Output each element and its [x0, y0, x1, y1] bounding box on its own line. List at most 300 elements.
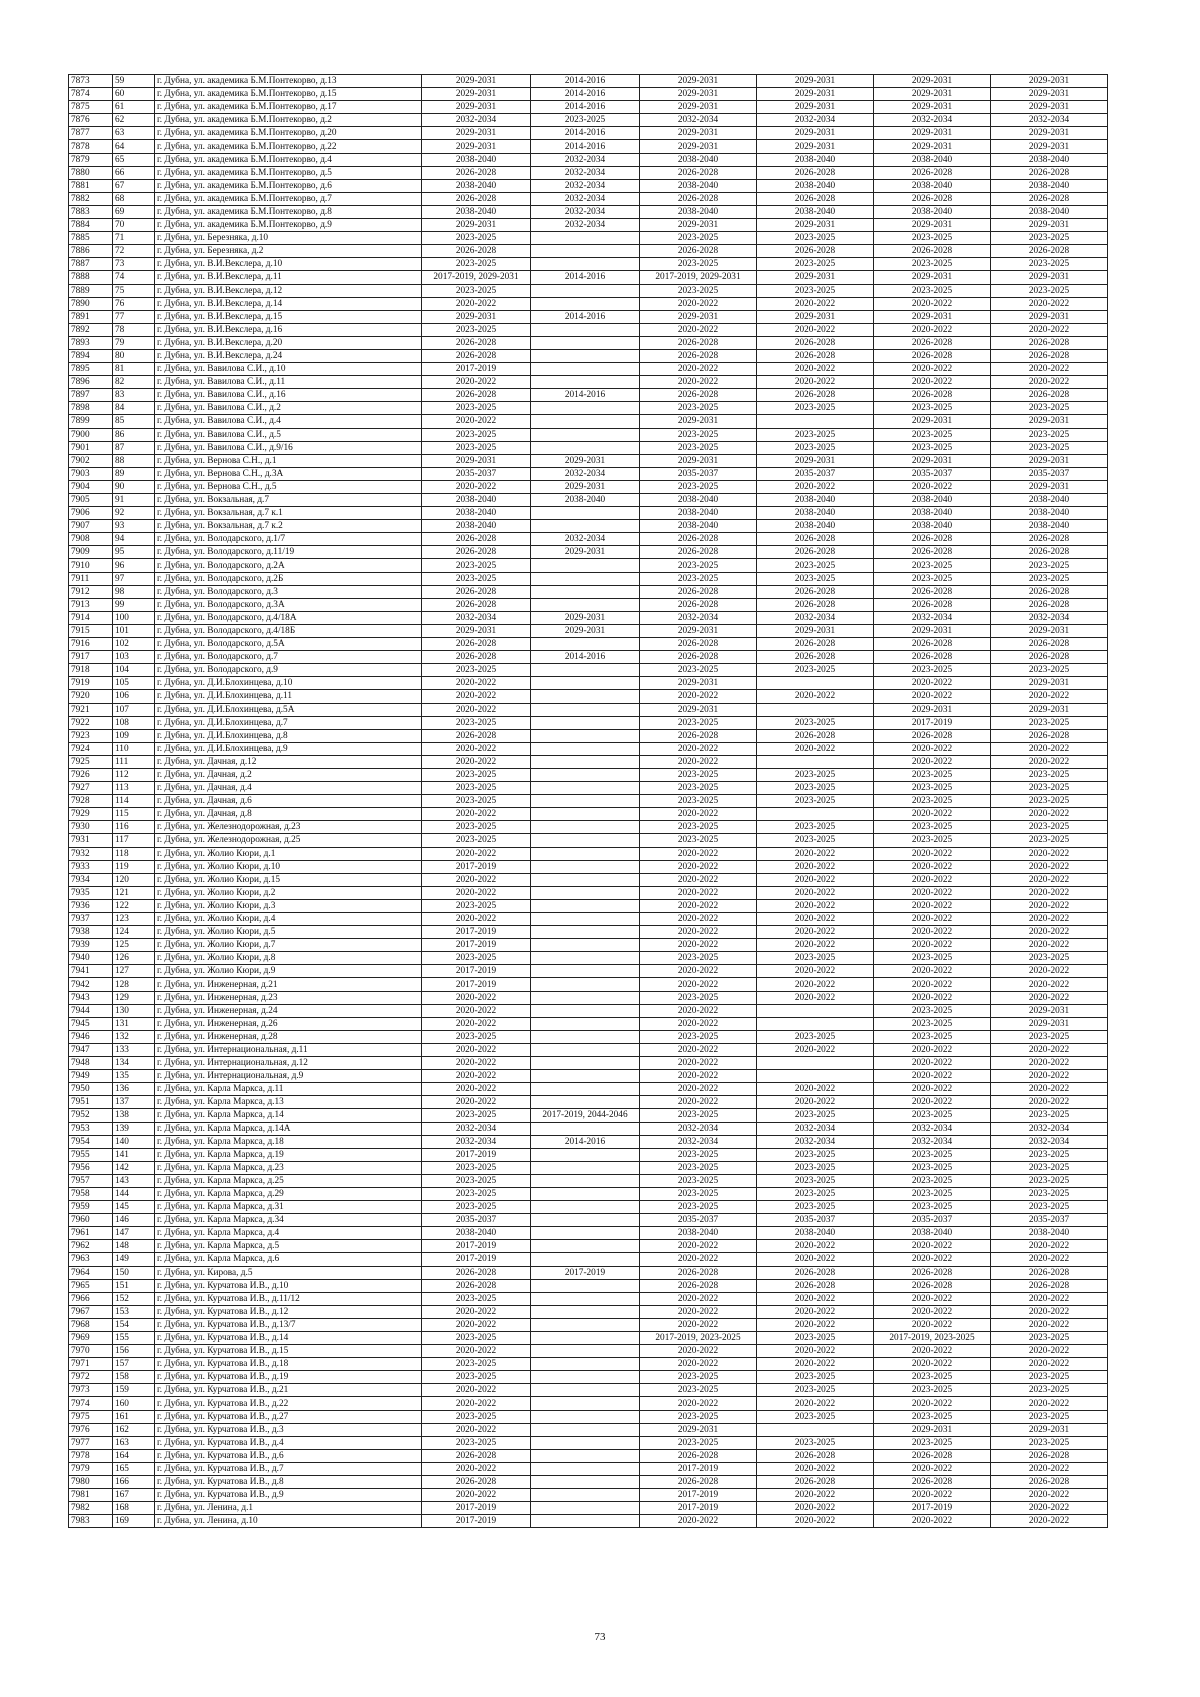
period-1-cell: 2023-2025: [422, 768, 531, 781]
period-1-cell: 2032-2034: [422, 611, 531, 624]
period-5-cell: 2026-2028: [874, 1449, 991, 1462]
table-row: [69, 1515, 1108, 1528]
index-cell: 155: [113, 1332, 155, 1345]
table-row: [69, 323, 1108, 336]
address-cell: г. Дубна, ул. академика Б.М.Понтекорво, д.13: [155, 75, 422, 88]
address-cell: г. Дубна, ул. Володарского, д.5А: [155, 638, 422, 651]
period-4-cell: 2035-2037: [757, 1214, 874, 1227]
period-1-cell: 2023-2025: [422, 428, 531, 441]
period-5-cell: 2020-2022: [874, 939, 991, 952]
address-cell: г. Дубна, ул. В.И.Векслера, д.20: [155, 336, 422, 349]
address-cell: г. Дубна, ул. Железнодорожная, д.25: [155, 834, 422, 847]
period-2-cell: 2014-2016: [531, 389, 640, 402]
period-6-cell: 2029-2031: [991, 219, 1108, 232]
period-1-cell: 2023-2025: [422, 441, 531, 454]
registry-no-cell: 7937: [69, 913, 113, 926]
period-4-cell: 2023-2025: [757, 952, 874, 965]
period-1-cell: 2023-2025: [422, 1332, 531, 1345]
period-4-cell: 2026-2028: [757, 598, 874, 611]
period-4-cell: 2020-2022: [757, 742, 874, 755]
table-row: [69, 716, 1108, 729]
index-cell: 133: [113, 1043, 155, 1056]
table-row: [69, 114, 1108, 127]
table-row: [69, 1358, 1108, 1371]
period-4-cell: 2023-2025: [757, 1371, 874, 1384]
index-cell: 110: [113, 742, 155, 755]
period-5-cell: 2026-2028: [874, 533, 991, 546]
registry-no-cell: 7921: [69, 703, 113, 716]
registry-no-cell: 7923: [69, 729, 113, 742]
period-1-cell: 2029-2031: [422, 101, 531, 114]
registry-no-cell: 7877: [69, 127, 113, 140]
period-2-cell: [531, 363, 640, 376]
period-5-cell: 2020-2022: [874, 1397, 991, 1410]
table-row: [69, 873, 1108, 886]
period-5-cell: 2035-2037: [874, 1214, 991, 1227]
period-6-cell: 2035-2037: [991, 467, 1108, 480]
index-cell: 149: [113, 1253, 155, 1266]
registry-no-cell: 7905: [69, 494, 113, 507]
table-row: [69, 1266, 1108, 1279]
address-cell: г. Дубна, ул. академика Б.М.Понтекорво, д.5: [155, 166, 422, 179]
address-cell: г. Дубна, ул. Жолио Кюри, д.4: [155, 913, 422, 926]
address-cell: г. Дубна, ул. Вокзальная, д.7: [155, 494, 422, 507]
period-4-cell: 2038-2040: [757, 1227, 874, 1240]
period-3-cell: 2020-2022: [640, 1292, 757, 1305]
index-cell: 166: [113, 1476, 155, 1489]
address-cell: г. Дубна, ул. Курчатова И.В., д.13/7: [155, 1318, 422, 1331]
address-cell: г. Дубна, ул. Д.И.Блохинцева, д.7: [155, 716, 422, 729]
period-6-cell: 2023-2025: [991, 258, 1108, 271]
period-5-cell: 2023-2025: [874, 1148, 991, 1161]
index-cell: 145: [113, 1201, 155, 1214]
period-2-cell: [531, 847, 640, 860]
period-5-cell: 2020-2022: [874, 1515, 991, 1528]
address-cell: г. Дубна, ул. Жолио Кюри, д.10: [155, 860, 422, 873]
period-3-cell: 2020-2022: [640, 323, 757, 336]
period-2-cell: [531, 729, 640, 742]
table-row: [69, 1227, 1108, 1240]
registry-no-cell: 7954: [69, 1135, 113, 1148]
period-1-cell: 2038-2040: [422, 507, 531, 520]
index-cell: 120: [113, 873, 155, 886]
period-3-cell: 2029-2031: [640, 1423, 757, 1436]
table-row: [69, 795, 1108, 808]
period-5-cell: 2026-2028: [874, 166, 991, 179]
registry-no-cell: 7910: [69, 559, 113, 572]
table-row: [69, 768, 1108, 781]
table-row: [69, 611, 1108, 624]
period-1-cell: 2026-2028: [422, 166, 531, 179]
period-3-cell: 2035-2037: [640, 1214, 757, 1227]
period-4-cell: 2029-2031: [757, 454, 874, 467]
period-3-cell: 2023-2025: [640, 716, 757, 729]
period-6-cell: 2020-2022: [991, 1489, 1108, 1502]
period-6-cell: 2026-2028: [991, 349, 1108, 362]
period-3-cell: 2029-2031: [640, 88, 757, 101]
address-cell: г. Дубна, ул. Курчатова И.В., д.6: [155, 1449, 422, 1462]
period-1-cell: 2017-2019: [422, 860, 531, 873]
period-6-cell: 2038-2040: [991, 494, 1108, 507]
period-6-cell: 2020-2022: [991, 1083, 1108, 1096]
table-row: [69, 389, 1108, 402]
period-2-cell: [531, 297, 640, 310]
table-row: [69, 1371, 1108, 1384]
table-row: [69, 480, 1108, 493]
period-1-cell: 2038-2040: [422, 520, 531, 533]
registry-no-cell: 7874: [69, 88, 113, 101]
period-4-cell: 2020-2022: [757, 1318, 874, 1331]
index-cell: 144: [113, 1187, 155, 1200]
address-cell: г. Дубна, ул. Дачная, д.4: [155, 782, 422, 795]
period-1-cell: 2023-2025: [422, 1201, 531, 1214]
period-5-cell: 2020-2022: [874, 886, 991, 899]
period-6-cell: 2023-2025: [991, 1030, 1108, 1043]
period-1-cell: 2017-2019: [422, 1253, 531, 1266]
table-row: [69, 1148, 1108, 1161]
period-3-cell: 2020-2022: [640, 1043, 757, 1056]
period-5-cell: 2029-2031: [874, 624, 991, 637]
period-3-cell: 2020-2022: [640, 1318, 757, 1331]
table-row: [69, 952, 1108, 965]
period-5-cell: 2020-2022: [874, 677, 991, 690]
period-2-cell: 2029-2031: [531, 624, 640, 637]
table-row: [69, 1017, 1108, 1030]
registry-no-cell: 7979: [69, 1462, 113, 1475]
period-3-cell: 2032-2034: [640, 1122, 757, 1135]
registry-no-cell: 7977: [69, 1436, 113, 1449]
period-4-cell: 2023-2025: [757, 821, 874, 834]
table-row: [69, 1187, 1108, 1200]
period-5-cell: 2020-2022: [874, 376, 991, 389]
period-4-cell: 2029-2031: [757, 310, 874, 323]
period-6-cell: 2038-2040: [991, 1227, 1108, 1240]
period-3-cell: 2026-2028: [640, 245, 757, 258]
period-6-cell: 2023-2025: [991, 795, 1108, 808]
period-5-cell: 2020-2022: [874, 1096, 991, 1109]
address-cell: г. Дубна, ул. Интернациональная, д.12: [155, 1057, 422, 1070]
index-cell: 139: [113, 1122, 155, 1135]
period-4-cell: 2032-2034: [757, 611, 874, 624]
period-5-cell: 2023-2025: [874, 1030, 991, 1043]
address-cell: г. Дубна, ул. Интернациональная, д.11: [155, 1043, 422, 1056]
period-2-cell: [531, 1436, 640, 1449]
period-6-cell: 2023-2025: [991, 834, 1108, 847]
table-row: [69, 533, 1108, 546]
period-2-cell: [531, 795, 640, 808]
period-5-cell: 2023-2025: [874, 1017, 991, 1030]
period-6-cell: 2026-2028: [991, 192, 1108, 205]
period-5-cell: 2029-2031: [874, 219, 991, 232]
index-cell: 98: [113, 585, 155, 598]
period-3-cell: 2020-2022: [640, 1397, 757, 1410]
address-cell: г. Дубна, ул. Курчатова И.В., д.7: [155, 1462, 422, 1475]
period-6-cell: 2020-2022: [991, 1070, 1108, 1083]
table-row: [69, 1305, 1108, 1318]
index-cell: 66: [113, 166, 155, 179]
period-1-cell: 2017-2019: [422, 965, 531, 978]
address-cell: г. Дубна, ул. Д.И.Блохинцева, д.8: [155, 729, 422, 742]
period-4-cell: 2023-2025: [757, 284, 874, 297]
period-4-cell: 2020-2022: [757, 860, 874, 873]
period-4-cell: 2032-2034: [757, 114, 874, 127]
table-row: [69, 939, 1108, 952]
period-6-cell: 2032-2034: [991, 114, 1108, 127]
address-cell: г. Дубна, ул. Карла Маркса, д.14: [155, 1109, 422, 1122]
period-1-cell: 2026-2028: [422, 729, 531, 742]
period-2-cell: [531, 1449, 640, 1462]
period-5-cell: 2023-2025: [874, 1174, 991, 1187]
period-3-cell: 2038-2040: [640, 153, 757, 166]
address-cell: г. Дубна, ул. Карла Маркса, д.19: [155, 1148, 422, 1161]
period-1-cell: 2020-2022: [422, 1384, 531, 1397]
table-row: [69, 179, 1108, 192]
period-5-cell: 2017-2019, 2023-2025: [874, 1332, 991, 1345]
period-1-cell: 2020-2022: [422, 1017, 531, 1030]
period-4-cell: 2020-2022: [757, 847, 874, 860]
period-5-cell: 2029-2031: [874, 101, 991, 114]
period-5-cell: 2023-2025: [874, 232, 991, 245]
period-6-cell: 2023-2025: [991, 1187, 1108, 1200]
period-3-cell: 2032-2034: [640, 114, 757, 127]
table-row: [69, 1410, 1108, 1423]
table-row: [69, 297, 1108, 310]
table-row: [69, 559, 1108, 572]
period-5-cell: 2035-2037: [874, 467, 991, 480]
period-3-cell: 2026-2028: [640, 598, 757, 611]
index-cell: 71: [113, 232, 155, 245]
address-cell: г. Дубна, ул. Карла Маркса, д.11: [155, 1083, 422, 1096]
period-3-cell: 2023-2025: [640, 284, 757, 297]
address-cell: г. Дубна, ул. Курчатова И.В., д.19: [155, 1371, 422, 1384]
period-2-cell: 2032-2034: [531, 219, 640, 232]
period-5-cell: 2020-2022: [874, 1489, 991, 1502]
index-cell: 124: [113, 926, 155, 939]
period-3-cell: 2020-2022: [640, 808, 757, 821]
table-row: [69, 1214, 1108, 1227]
period-3-cell: 2026-2028: [640, 729, 757, 742]
period-1-cell: 2020-2022: [422, 297, 531, 310]
period-1-cell: 2026-2028: [422, 1449, 531, 1462]
period-6-cell: 2029-2031: [991, 1423, 1108, 1436]
table-row: [69, 1083, 1108, 1096]
period-2-cell: [531, 1423, 640, 1436]
registry-no-cell: 7966: [69, 1292, 113, 1305]
period-3-cell: 2023-2025: [640, 1384, 757, 1397]
period-5-cell: 2032-2034: [874, 1122, 991, 1135]
period-6-cell: 2038-2040: [991, 179, 1108, 192]
period-2-cell: [531, 873, 640, 886]
period-6-cell: 2020-2022: [991, 755, 1108, 768]
address-cell: г. Дубна, ул. Курчатова И.В., д.9: [155, 1489, 422, 1502]
period-4-cell: 2023-2025: [757, 1384, 874, 1397]
period-1-cell: 2020-2022: [422, 1462, 531, 1475]
period-1-cell: 2023-2025: [422, 952, 531, 965]
period-2-cell: [531, 1358, 640, 1371]
index-cell: 94: [113, 533, 155, 546]
period-6-cell: 2023-2025: [991, 1174, 1108, 1187]
period-5-cell: 2020-2022: [874, 991, 991, 1004]
index-cell: 101: [113, 624, 155, 637]
registry-no-cell: 7903: [69, 467, 113, 480]
period-2-cell: [531, 1148, 640, 1161]
registry-no-cell: 7891: [69, 310, 113, 323]
period-1-cell: 2026-2028: [422, 389, 531, 402]
period-1-cell: 2020-2022: [422, 913, 531, 926]
period-6-cell: 2029-2031: [991, 127, 1108, 140]
period-1-cell: 2026-2028: [422, 1476, 531, 1489]
period-5-cell: 2020-2022: [874, 1318, 991, 1331]
period-3-cell: 2020-2022: [640, 1004, 757, 1017]
registry-no-cell: 7914: [69, 611, 113, 624]
address-cell: г. Дубна, ул. Вокзальная, д.7 к.2: [155, 520, 422, 533]
period-1-cell: 2026-2028: [422, 349, 531, 362]
period-2-cell: [531, 1292, 640, 1305]
table-row: [69, 402, 1108, 415]
registry-no-cell: 7959: [69, 1201, 113, 1214]
period-1-cell: 2017-2019: [422, 1240, 531, 1253]
index-cell: 97: [113, 572, 155, 585]
period-6-cell: 2029-2031: [991, 415, 1108, 428]
period-4-cell: 2026-2028: [757, 349, 874, 362]
index-cell: 111: [113, 755, 155, 768]
table-row: [69, 808, 1108, 821]
table-row: [69, 363, 1108, 376]
index-cell: 92: [113, 507, 155, 520]
period-1-cell: 2032-2034: [422, 1122, 531, 1135]
period-4-cell: 2023-2025: [757, 559, 874, 572]
period-5-cell: 2020-2022: [874, 1292, 991, 1305]
registry-no-cell: 7876: [69, 114, 113, 127]
period-4-cell: 2020-2022: [757, 1240, 874, 1253]
address-cell: г. Дубна, ул. В.И.Векслера, д.12: [155, 284, 422, 297]
index-cell: 67: [113, 179, 155, 192]
period-4-cell: 2026-2028: [757, 1266, 874, 1279]
period-4-cell: 2029-2031: [757, 88, 874, 101]
period-1-cell: 2026-2028: [422, 1279, 531, 1292]
period-1-cell: 2023-2025: [422, 1109, 531, 1122]
address-cell: г. Дубна, ул. Инженерная, д.24: [155, 1004, 422, 1017]
registry-no-cell: 7944: [69, 1004, 113, 1017]
registry-no-cell: 7901: [69, 441, 113, 454]
table-row: [69, 1253, 1108, 1266]
table-row: [69, 1279, 1108, 1292]
address-cell: г. Дубна, ул. Вавилова С.И., д.16: [155, 389, 422, 402]
table-row: [69, 1070, 1108, 1083]
period-3-cell: 2020-2022: [640, 899, 757, 912]
index-cell: 73: [113, 258, 155, 271]
period-2-cell: 2014-2016: [531, 101, 640, 114]
index-cell: 112: [113, 768, 155, 781]
registry-no-cell: 7980: [69, 1476, 113, 1489]
address-cell: г. Дубна, ул. Володарского, д.2Б: [155, 572, 422, 585]
address-cell: г. Дубна, ул. Карла Маркса, д.14А: [155, 1122, 422, 1135]
period-3-cell: 2029-2031: [640, 219, 757, 232]
period-6-cell: 2020-2022: [991, 991, 1108, 1004]
period-2-cell: [531, 808, 640, 821]
address-cell: г. Дубна, ул. Дачная, д.8: [155, 808, 422, 821]
period-2-cell: 2038-2040: [531, 494, 640, 507]
address-cell: г. Дубна, ул. Вавилова С.И., д.11: [155, 376, 422, 389]
index-cell: 167: [113, 1489, 155, 1502]
period-5-cell: 2020-2022: [874, 1070, 991, 1083]
period-4-cell: 2038-2040: [757, 179, 874, 192]
address-cell: г. Дубна, ул. Карла Маркса, д.5: [155, 1240, 422, 1253]
registry-no-cell: 7934: [69, 873, 113, 886]
address-cell: г. Дубна, ул. Жолио Кюри, д.9: [155, 965, 422, 978]
period-4-cell: 2020-2022: [757, 886, 874, 899]
period-5-cell: 2026-2028: [874, 192, 991, 205]
period-6-cell: 2026-2028: [991, 1476, 1108, 1489]
period-5-cell: 2023-2025: [874, 1371, 991, 1384]
period-1-cell: 2026-2028: [422, 245, 531, 258]
table-row: [69, 454, 1108, 467]
index-cell: 65: [113, 153, 155, 166]
table-row: [69, 1476, 1108, 1489]
period-1-cell: 2023-2025: [422, 323, 531, 336]
period-1-cell: 2026-2028: [422, 638, 531, 651]
period-1-cell: 2020-2022: [422, 808, 531, 821]
period-6-cell: 2023-2025: [991, 441, 1108, 454]
period-1-cell: 2026-2028: [422, 598, 531, 611]
registry-no-cell: 7890: [69, 297, 113, 310]
period-2-cell: 2014-2016: [531, 271, 640, 284]
period-1-cell: 2020-2022: [422, 755, 531, 768]
period-2-cell: 2023-2025: [531, 114, 640, 127]
period-5-cell: 2023-2025: [874, 768, 991, 781]
period-4-cell: 2020-2022: [757, 1096, 874, 1109]
registry-no-cell: 7881: [69, 179, 113, 192]
table-row: [69, 376, 1108, 389]
table-row: [69, 1122, 1108, 1135]
address-cell: г. Дубна, ул. Карла Маркса, д.29: [155, 1187, 422, 1200]
period-4-cell: 2020-2022: [757, 1043, 874, 1056]
period-6-cell: 2026-2028: [991, 638, 1108, 651]
index-cell: 70: [113, 219, 155, 232]
period-1-cell: 2017-2019: [422, 1515, 531, 1528]
index-cell: 59: [113, 75, 155, 88]
address-cell: г. Дубна, ул. Вернова С.Н., д.3А: [155, 467, 422, 480]
registry-no-cell: 7970: [69, 1345, 113, 1358]
period-3-cell: 2020-2022: [640, 1083, 757, 1096]
period-6-cell: 2020-2022: [991, 1096, 1108, 1109]
registry-no-cell: 7947: [69, 1043, 113, 1056]
index-cell: 105: [113, 677, 155, 690]
registry-no-cell: 7952: [69, 1109, 113, 1122]
registry-no-cell: 7957: [69, 1174, 113, 1187]
index-cell: 160: [113, 1397, 155, 1410]
period-2-cell: 2014-2016: [531, 140, 640, 153]
period-4-cell: 2026-2028: [757, 389, 874, 402]
period-1-cell: 2017-2019: [422, 363, 531, 376]
table-row: [69, 1057, 1108, 1070]
period-2-cell: [531, 349, 640, 362]
table-row: [69, 205, 1108, 218]
index-cell: 82: [113, 376, 155, 389]
registry-no-cell: 7983: [69, 1515, 113, 1528]
period-3-cell: 2026-2028: [640, 1449, 757, 1462]
period-4-cell: 2020-2022: [757, 965, 874, 978]
period-4-cell: 2026-2028: [757, 336, 874, 349]
period-3-cell: 2020-2022: [640, 1515, 757, 1528]
period-6-cell: 2020-2022: [991, 886, 1108, 899]
address-cell: г. Дубна, ул. Железнодорожная, д.23: [155, 821, 422, 834]
index-cell: 80: [113, 349, 155, 362]
period-2-cell: 2014-2016: [531, 1135, 640, 1148]
registry-no-cell: 7878: [69, 140, 113, 153]
period-4-cell: 2023-2025: [757, 1148, 874, 1161]
period-3-cell: 2038-2040: [640, 520, 757, 533]
